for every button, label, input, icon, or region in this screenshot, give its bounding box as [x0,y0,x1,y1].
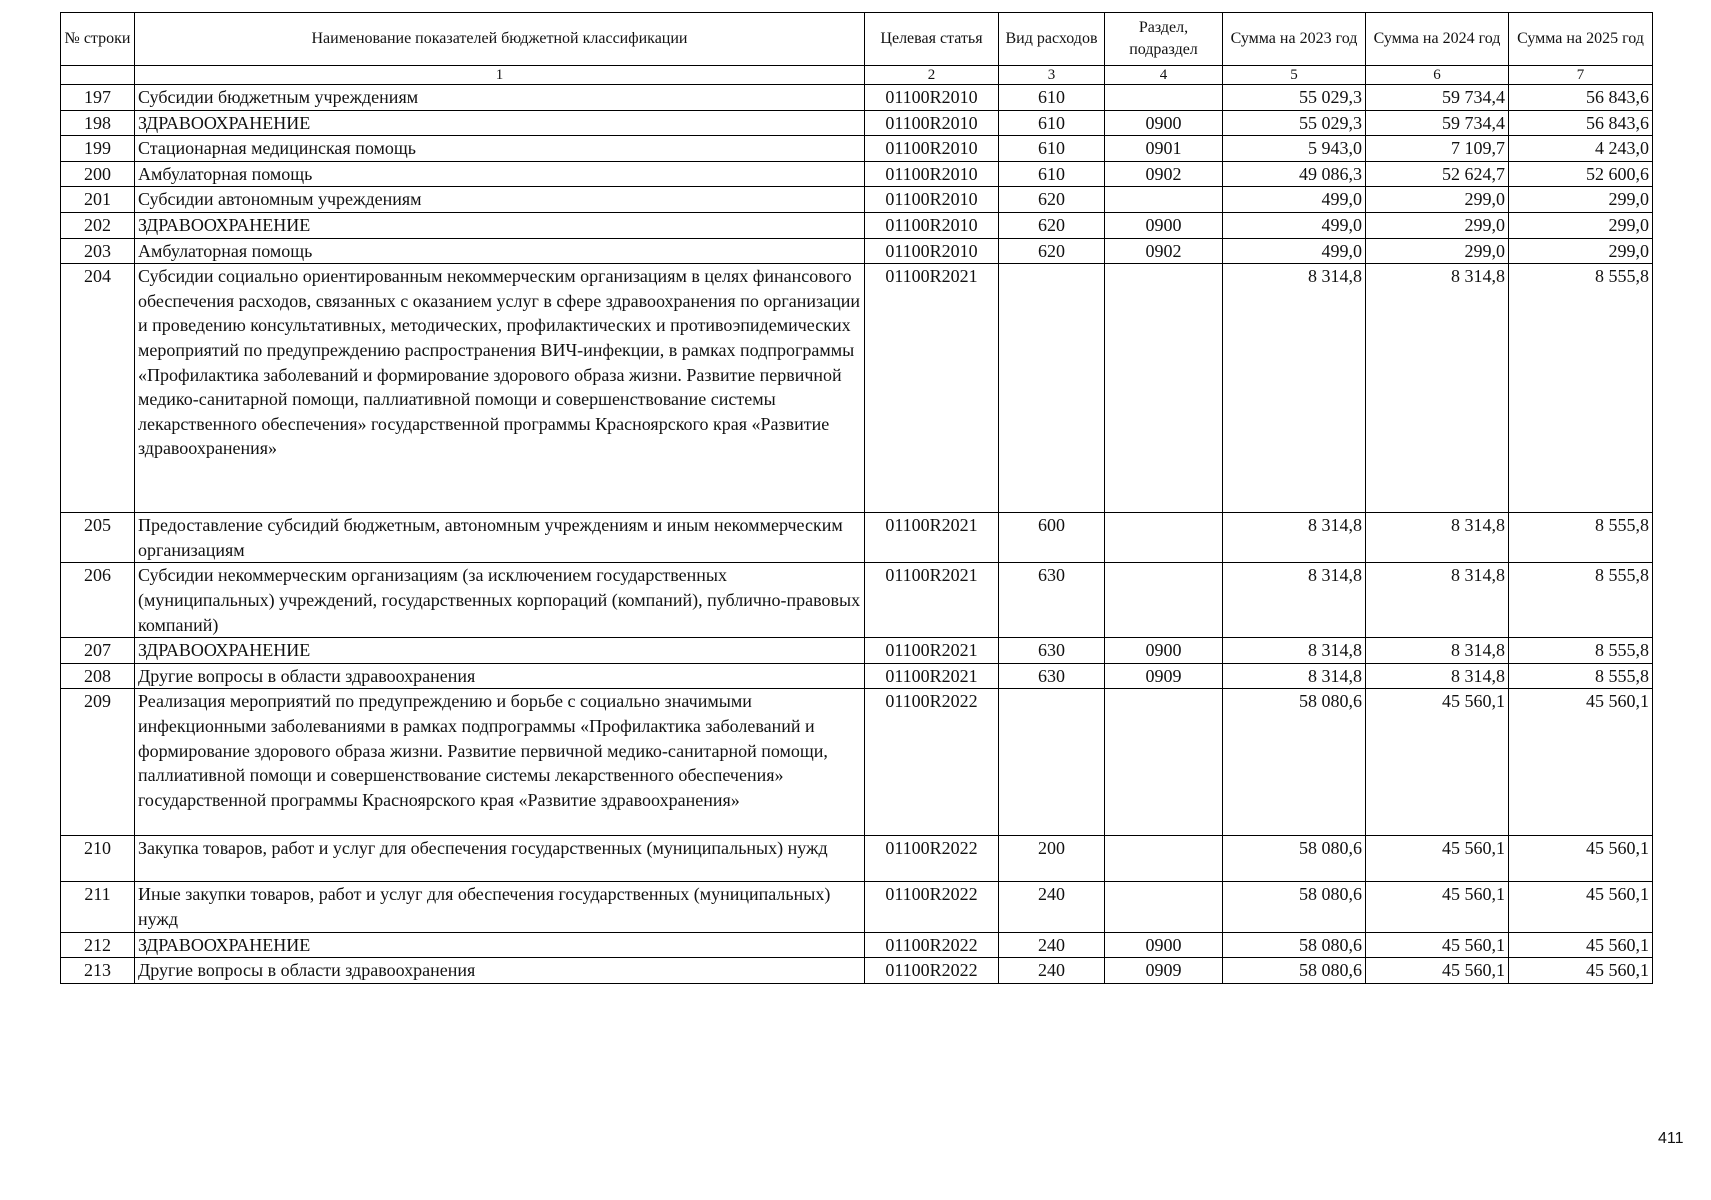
row-target: 01100R2021 [865,563,999,638]
row-sum-2023: 8 314,8 [1223,663,1366,689]
row-expense-type: 240 [999,882,1105,932]
row-sum-2023: 58 080,6 [1223,882,1366,932]
row-sum-2024: 8 314,8 [1366,638,1509,664]
row-sum-2023: 58 080,6 [1223,689,1366,836]
row-expense-type: 240 [999,932,1105,958]
row-sum-2025: 45 560,1 [1509,836,1653,882]
table-row [61,187,1653,213]
row-sum-2023: 58 080,6 [1223,958,1366,984]
row-number: 197 [61,85,135,111]
row-sum-2024: 7 109,7 [1366,136,1509,162]
row-section: 0901 [1105,136,1223,162]
row-sum-2024: 8 314,8 [1366,563,1509,638]
row-sum-2025: 56 843,6 [1509,85,1653,111]
row-sum-2025: 45 560,1 [1509,689,1653,836]
row-sum-2025: 299,0 [1509,238,1653,264]
row-section [1105,563,1223,638]
row-expense-type: 600 [999,513,1105,563]
row-sum-2025: 8 555,8 [1509,264,1653,513]
row-name: Реализация мероприятий по предупреждению и борьбе с социально значимыми инфекционными заболеваниями в рамках подпрограммы «Профилактика заболеваний и формирование здорового образа жизни. Развитие первичной медико-санитарной помощи, паллиативной помощи и совершенствование системы лекарственного обеспечения» государственной программы Красноярского края «Развитие здравоохранения» [135,689,865,836]
header-row-no: № строки [61,13,135,66]
row-name: Закупка товаров, работ и услуг для обеспечения государственных (муниципальных) нужд [135,836,865,882]
row-sum-2024: 8 314,8 [1366,663,1509,689]
row-sum-2024: 45 560,1 [1366,932,1509,958]
row-sum-2025: 299,0 [1509,187,1653,213]
row-sum-2023: 499,0 [1223,212,1366,238]
row-target: 01100R2010 [865,238,999,264]
column-number: 5 [1223,66,1366,85]
row-number: 208 [61,663,135,689]
header-expense-type: Вид расходов [999,13,1105,66]
row-section: 0900 [1105,638,1223,664]
row-expense-type: 200 [999,836,1105,882]
row-section: 0900 [1105,932,1223,958]
row-target: 01100R2022 [865,958,999,984]
row-sum-2024: 45 560,1 [1366,689,1509,836]
table-row [61,663,1653,689]
row-number: 210 [61,836,135,882]
row-number: 205 [61,513,135,563]
table-row [61,212,1653,238]
row-section: 0902 [1105,238,1223,264]
column-number: 1 [135,66,865,85]
row-sum-2023: 55 029,3 [1223,85,1366,111]
row-sum-2023: 58 080,6 [1223,932,1366,958]
row-number: 207 [61,638,135,664]
column-number [61,66,135,85]
row-sum-2023: 8 314,8 [1223,563,1366,638]
row-sum-2025: 45 560,1 [1509,958,1653,984]
row-expense-type: 620 [999,212,1105,238]
row-name: Субсидии некоммерческим организациям (за исключением государственных (муниципальных) учреждений, государственных корпораций (компаний), публично-правовых компаний) [135,563,865,638]
row-name: Субсидии автономным учреждениям [135,187,865,213]
row-sum-2024: 299,0 [1366,238,1509,264]
table-row [61,264,1653,513]
row-name: Предоставление субсидий бюджетным, автономным учреждениям и иным некоммерческим организациям [135,513,865,563]
row-target: 01100R2010 [865,110,999,136]
row-name: Другие вопросы в области здравоохранения [135,958,865,984]
row-section: 0900 [1105,110,1223,136]
table-row [61,958,1653,984]
row-target: 01100R2021 [865,638,999,664]
row-section: 0902 [1105,161,1223,187]
row-sum-2025: 45 560,1 [1509,932,1653,958]
column-number: 3 [999,66,1105,85]
row-sum-2023: 8 314,8 [1223,513,1366,563]
row-name: ЗДРАВООХРАНЕНИЕ [135,638,865,664]
row-target: 01100R2021 [865,264,999,513]
row-name: ЗДРАВООХРАНЕНИЕ [135,110,865,136]
column-number-row [61,66,1653,85]
table-row [61,110,1653,136]
row-expense-type: 620 [999,238,1105,264]
row-expense-type: 630 [999,638,1105,664]
row-sum-2024: 52 624,7 [1366,161,1509,187]
row-target: 01100R2022 [865,836,999,882]
row-number: 199 [61,136,135,162]
row-number: 203 [61,238,135,264]
row-target: 01100R2010 [865,187,999,213]
row-target: 01100R2010 [865,136,999,162]
row-number: 204 [61,264,135,513]
row-target: 01100R2022 [865,882,999,932]
row-sum-2024: 59 734,4 [1366,85,1509,111]
row-sum-2024: 8 314,8 [1366,264,1509,513]
row-number: 211 [61,882,135,932]
table-row [61,161,1653,187]
row-target: 01100R2022 [865,932,999,958]
row-sum-2023: 8 314,8 [1223,264,1366,513]
row-expense-type: 610 [999,110,1105,136]
row-number: 201 [61,187,135,213]
table-row [61,238,1653,264]
row-expense-type: 620 [999,187,1105,213]
row-section [1105,513,1223,563]
row-sum-2023: 58 080,6 [1223,836,1366,882]
row-name: Стационарная медицинская помощь [135,136,865,162]
header-sum-2023: Сумма на 2023 год [1223,13,1366,66]
row-sum-2024: 45 560,1 [1366,882,1509,932]
row-number: 213 [61,958,135,984]
table-row [61,882,1653,932]
row-section: 0909 [1105,958,1223,984]
row-target: 01100R2010 [865,161,999,187]
row-sum-2023: 8 314,8 [1223,638,1366,664]
header-row [61,13,1653,66]
row-number: 206 [61,563,135,638]
row-sum-2025: 299,0 [1509,212,1653,238]
row-expense-type: 240 [999,958,1105,984]
row-section: 0900 [1105,212,1223,238]
header-name: Наименование показателей бюджетной классификации [135,13,865,66]
row-section [1105,836,1223,882]
row-sum-2025: 8 555,8 [1509,513,1653,563]
budget-table [60,12,1653,984]
row-name: Субсидии бюджетным учреждениям [135,85,865,111]
row-expense-type: 610 [999,161,1105,187]
row-name: Иные закупки товаров, работ и услуг для обеспечения государственных (муниципальных) нужд [135,882,865,932]
row-target: 01100R2021 [865,663,999,689]
row-sum-2024: 59 734,4 [1366,110,1509,136]
table-row [61,689,1653,836]
row-expense-type: 610 [999,136,1105,162]
row-sum-2025: 8 555,8 [1509,563,1653,638]
row-sum-2025: 8 555,8 [1509,638,1653,664]
row-name: Амбулаторная помощь [135,238,865,264]
row-target: 01100R2021 [865,513,999,563]
table-row [61,638,1653,664]
row-number: 202 [61,212,135,238]
row-expense-type: 630 [999,663,1105,689]
header-target: Целевая статья [865,13,999,66]
row-sum-2024: 45 560,1 [1366,836,1509,882]
row-section [1105,689,1223,836]
table-row [61,136,1653,162]
row-target: 01100R2022 [865,689,999,836]
row-sum-2025: 45 560,1 [1509,882,1653,932]
column-number: 2 [865,66,999,85]
row-expense-type [999,689,1105,836]
column-number: 6 [1366,66,1509,85]
row-sum-2025: 4 243,0 [1509,136,1653,162]
table-row [61,932,1653,958]
row-target: 01100R2010 [865,85,999,111]
header-sum-2025: Сумма на 2025 год [1509,13,1653,66]
row-sum-2023: 55 029,3 [1223,110,1366,136]
row-sum-2024: 8 314,8 [1366,513,1509,563]
row-expense-type [999,264,1105,513]
row-section [1105,264,1223,513]
row-sum-2023: 499,0 [1223,238,1366,264]
row-expense-type: 630 [999,563,1105,638]
row-sum-2024: 299,0 [1366,187,1509,213]
column-number: 4 [1105,66,1223,85]
row-name: Субсидии социально ориентированным некоммерческим организациям в целях финансового обеспечения расходов, связанных с оказанием услуг в сфере здравоохранения по организации и проведению консультативных, методических, профилактических и противоэпидемических мероприятий по предупреждению распространения ВИЧ-инфекции, в рамках подпрограммы «Профилактика заболеваний и формирование здорового образа жизни. Развитие первичной медико-санитарной помощи, паллиативной помощи и совершенствование системы лекарственного обеспечения» государственной программы Красноярского края «Развитие здравоохранения» [135,264,865,513]
column-number: 7 [1509,66,1653,85]
row-sum-2023: 49 086,3 [1223,161,1366,187]
row-section [1105,85,1223,111]
row-section [1105,882,1223,932]
table-row [61,85,1653,111]
table-row [61,513,1653,563]
row-expense-type: 610 [999,85,1105,111]
row-sum-2023: 499,0 [1223,187,1366,213]
row-section: 0909 [1105,663,1223,689]
row-number: 212 [61,932,135,958]
row-sum-2023: 5 943,0 [1223,136,1366,162]
row-number: 200 [61,161,135,187]
row-sum-2025: 56 843,6 [1509,110,1653,136]
row-number: 198 [61,110,135,136]
header-sum-2024: Сумма на 2024 год [1366,13,1509,66]
row-number: 209 [61,689,135,836]
row-sum-2024: 45 560,1 [1366,958,1509,984]
row-section [1105,187,1223,213]
header-section: Раздел, подраздел [1105,13,1223,66]
table-row [61,563,1653,638]
row-sum-2025: 52 600,6 [1509,161,1653,187]
table-row [61,836,1653,882]
row-name: Другие вопросы в области здравоохранения [135,663,865,689]
page-number: 411 [1658,1130,1684,1147]
row-sum-2024: 299,0 [1366,212,1509,238]
row-name: ЗДРАВООХРАНЕНИЕ [135,212,865,238]
row-sum-2025: 8 555,8 [1509,663,1653,689]
row-target: 01100R2010 [865,212,999,238]
row-name: ЗДРАВООХРАНЕНИЕ [135,932,865,958]
row-name: Амбулаторная помощь [135,161,865,187]
